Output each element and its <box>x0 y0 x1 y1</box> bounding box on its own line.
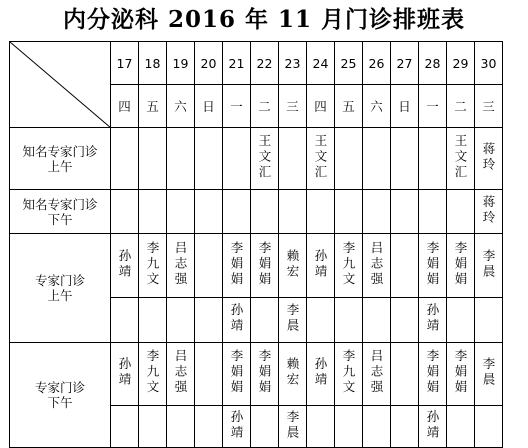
doctor-cell <box>419 190 447 234</box>
weekday-header-text: 五 <box>342 98 355 114</box>
weekday-header-text: 五 <box>146 98 159 114</box>
day-header <box>335 42 363 85</box>
doctor-cell <box>363 298 391 343</box>
doctor-cell-text: 孙靖 <box>425 303 440 334</box>
doctor-cell <box>307 128 335 190</box>
doctor-cell-text: 李晨 <box>285 303 300 334</box>
weekday-header-text: 四 <box>118 98 131 114</box>
doctor-cell-text: 孙靖 <box>229 303 244 334</box>
doctor-cell <box>167 128 195 190</box>
weekday-header-text: 三 <box>286 98 299 114</box>
row-label-line: 上午 <box>47 288 73 303</box>
doctor-cell-text: 蒋玲 <box>481 141 496 173</box>
day-header <box>111 42 139 85</box>
doctor-cell <box>307 190 335 234</box>
corner-cell <box>10 42 111 128</box>
day-header <box>447 42 475 85</box>
doctor-cell <box>447 298 475 343</box>
doctor-cell <box>223 343 251 406</box>
doctor-cell <box>335 298 363 343</box>
doctor-cell-text: 蒋玲 <box>481 194 496 226</box>
day-header-text: 21 <box>228 55 245 71</box>
row-label-line: 下午 <box>47 395 73 410</box>
doctor-cell <box>251 298 279 343</box>
doctor-cell <box>447 343 475 406</box>
doctor-cell <box>223 234 251 298</box>
doctor-cell <box>139 190 167 234</box>
doctor-cell <box>223 406 251 448</box>
doctor-cell-text: 李晨 <box>481 248 496 280</box>
weekday-header <box>167 85 195 128</box>
doctor-cell-text: 李娟娟 <box>229 349 244 396</box>
row-label <box>10 190 111 234</box>
doctor-cell <box>195 343 223 406</box>
doctor-cell <box>139 298 167 343</box>
day-header <box>391 42 419 85</box>
weekday-header-text: 四 <box>314 98 327 114</box>
doctor-cell <box>475 406 503 448</box>
doctor-cell <box>307 234 335 298</box>
doctor-cell <box>279 234 307 298</box>
doctor-cell <box>251 128 279 190</box>
doctor-cell <box>111 190 139 234</box>
doctor-cell-text: 赖宏 <box>285 248 300 280</box>
weekday-header-text: 二 <box>258 98 271 114</box>
day-header-text: 23 <box>284 55 301 71</box>
row-label <box>10 234 111 343</box>
schedule-table <box>9 41 503 448</box>
weekday-header <box>363 85 391 128</box>
doctor-cell-text: 李娟娟 <box>453 349 468 396</box>
day-header-text: 17 <box>116 55 133 71</box>
row-label <box>10 343 111 448</box>
doctor-cell <box>447 406 475 448</box>
doctor-cell-text: 吕志强 <box>173 240 188 288</box>
corner-diagonal <box>10 42 111 128</box>
doctor-cell <box>475 128 503 190</box>
doctor-cell <box>391 234 419 298</box>
doctor-cell <box>391 406 419 448</box>
doctor-cell <box>139 128 167 190</box>
weekday-header-text: 三 <box>482 98 495 114</box>
doctor-cell-text: 李娟娟 <box>425 240 440 288</box>
doctor-cell <box>111 298 139 343</box>
day-header-text: 24 <box>312 55 329 71</box>
day-header <box>475 42 503 85</box>
doctor-cell <box>195 128 223 190</box>
doctor-cell <box>419 406 447 448</box>
doctor-cell <box>223 128 251 190</box>
doctor-cell <box>335 406 363 448</box>
doctor-cell <box>419 234 447 298</box>
weekday-header <box>139 85 167 128</box>
doctor-cell <box>167 234 195 298</box>
doctor-cell <box>391 343 419 406</box>
doctor-cell <box>447 190 475 234</box>
doctor-cell-text: 李九文 <box>341 349 356 396</box>
doctor-cell <box>335 343 363 406</box>
doctor-cell-text: 李九文 <box>145 349 160 396</box>
day-header-text: 27 <box>396 55 413 71</box>
doctor-cell <box>195 298 223 343</box>
doctor-cell-text: 李娟娟 <box>257 240 272 288</box>
doctor-cell <box>251 406 279 448</box>
doctor-cell-text: 孙靖 <box>425 409 440 441</box>
row-label-line: 知名专家门诊 <box>22 143 98 159</box>
day-header-text: 29 <box>452 55 469 71</box>
doctor-cell <box>447 234 475 298</box>
weekday-header <box>307 85 335 128</box>
doctor-cell <box>139 343 167 406</box>
doctor-cell <box>111 406 139 448</box>
weekday-header <box>391 85 419 128</box>
day-header-text: 25 <box>340 55 357 71</box>
doctor-cell <box>335 128 363 190</box>
doctor-cell <box>391 298 419 343</box>
row-label <box>10 128 111 190</box>
doctor-cell-text: 李娟娟 <box>425 349 440 396</box>
doctor-cell <box>391 190 419 234</box>
weekday-header <box>475 85 503 128</box>
doctor-cell <box>391 128 419 190</box>
doctor-cell <box>251 343 279 406</box>
weekday-header <box>223 85 251 128</box>
doctor-cell <box>335 190 363 234</box>
doctor-cell <box>167 298 195 343</box>
doctor-cell-text: 李晨 <box>481 357 496 388</box>
row-label-line: 专家门诊 <box>34 380 85 395</box>
doctor-cell <box>475 190 503 234</box>
doctor-cell <box>167 190 195 234</box>
doctor-cell <box>279 343 307 406</box>
doctor-cell <box>475 234 503 298</box>
doctor-cell-text: 吕志强 <box>369 240 384 288</box>
day-header-text: 30 <box>480 55 497 71</box>
doctor-cell <box>363 406 391 448</box>
doctor-cell-text: 孙靖 <box>117 248 132 280</box>
weekday-header <box>195 85 223 128</box>
doctor-cell <box>223 298 251 343</box>
weekday-header <box>335 85 363 128</box>
doctor-cell <box>111 234 139 298</box>
day-header <box>363 42 391 85</box>
doctor-cell <box>251 190 279 234</box>
doctor-cell <box>195 190 223 234</box>
doctor-cell-text: 王文汇 <box>313 133 328 181</box>
doctor-cell <box>139 406 167 448</box>
doctor-cell-text: 孙靖 <box>229 409 244 441</box>
weekday-header <box>279 85 307 128</box>
page-title: 内分泌科 2016 年 11 月门诊排班表 <box>62 6 466 33</box>
doctor-cell <box>419 298 447 343</box>
doctor-cell <box>279 406 307 448</box>
doctor-cell <box>251 234 279 298</box>
doctor-cell <box>475 298 503 343</box>
day-header-text: 28 <box>424 55 441 71</box>
weekday-header-text: 六 <box>174 98 187 114</box>
day-header <box>251 42 279 85</box>
day-header-text: 19 <box>172 55 189 71</box>
weekday-header-text: 日 <box>202 98 215 114</box>
doctor-cell <box>307 343 335 406</box>
day-header-text: 22 <box>256 55 273 71</box>
doctor-cell <box>363 343 391 406</box>
doctor-cell <box>475 343 503 406</box>
doctor-cell-text: 李娟娟 <box>453 240 468 288</box>
doctor-cell-text: 李九文 <box>341 240 356 288</box>
weekday-header-text: 一 <box>230 98 243 114</box>
weekday-header <box>419 85 447 128</box>
row-label-line: 上午 <box>47 158 73 174</box>
doctor-cell <box>307 298 335 343</box>
doctor-cell <box>139 234 167 298</box>
doctor-cell <box>363 128 391 190</box>
doctor-cell <box>167 406 195 448</box>
row-label-line: 知名专家门诊 <box>22 196 98 212</box>
doctor-cell-text: 赖宏 <box>285 357 300 388</box>
day-header <box>279 42 307 85</box>
doctor-cell-text: 孙靖 <box>313 248 328 280</box>
doctor-cell <box>223 190 251 234</box>
day-header-text: 26 <box>368 55 385 71</box>
weekday-header-text: 六 <box>370 98 383 114</box>
doctor-cell-text: 李晨 <box>285 409 300 441</box>
doctor-cell-text: 孙靖 <box>313 357 328 388</box>
doctor-cell <box>111 128 139 190</box>
weekday-header <box>111 85 139 128</box>
weekday-header-text: 日 <box>398 98 411 114</box>
doctor-cell <box>279 190 307 234</box>
doctor-cell-text: 孙靖 <box>117 357 132 388</box>
day-header <box>167 42 195 85</box>
doctor-cell-text: 李娟娟 <box>257 349 272 396</box>
doctor-cell <box>335 234 363 298</box>
doctor-cell <box>279 298 307 343</box>
doctor-cell <box>363 234 391 298</box>
doctor-cell-text: 王文汇 <box>453 133 468 181</box>
weekday-header <box>447 85 475 128</box>
day-header <box>223 42 251 85</box>
doctor-cell-text: 李娟娟 <box>229 240 244 288</box>
doctor-cell <box>195 406 223 448</box>
doctor-cell-text: 吕志强 <box>173 349 188 396</box>
doctor-cell <box>279 128 307 190</box>
doctor-cell <box>419 343 447 406</box>
doctor-cell <box>447 128 475 190</box>
day-header <box>195 42 223 85</box>
doctor-cell-text: 李九文 <box>145 240 160 288</box>
doctor-cell-text: 吕志强 <box>369 349 384 396</box>
weekday-header-text: 二 <box>454 98 467 114</box>
doctor-cell <box>167 343 195 406</box>
weekday-header-text: 一 <box>426 98 439 114</box>
row-label-line: 下午 <box>47 211 73 227</box>
weekday-header <box>251 85 279 128</box>
day-header <box>419 42 447 85</box>
doctor-cell <box>111 343 139 406</box>
row-label-line: 专家门诊 <box>34 273 85 288</box>
doctor-cell <box>307 406 335 448</box>
day-header <box>139 42 167 85</box>
doctor-cell-text: 王文汇 <box>257 133 272 181</box>
doctor-cell <box>419 128 447 190</box>
doctor-cell <box>363 190 391 234</box>
day-header-text: 18 <box>144 55 161 71</box>
day-header-text: 20 <box>200 55 217 71</box>
doctor-cell <box>195 234 223 298</box>
day-header <box>307 42 335 85</box>
